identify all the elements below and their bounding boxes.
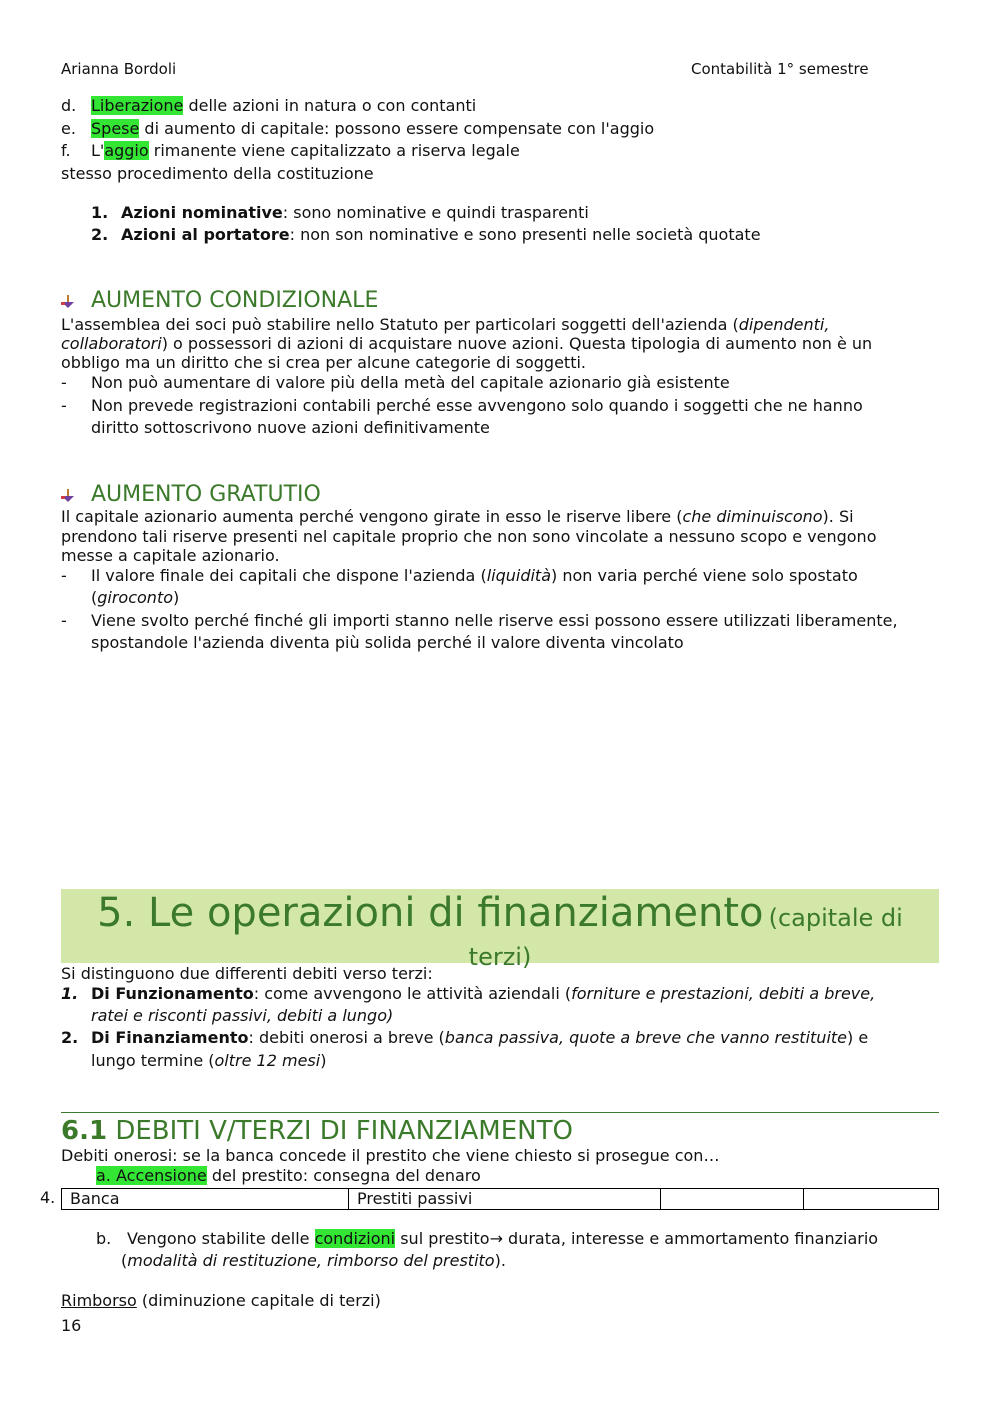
list-marker: 1. [61,984,79,1003]
bullet-italic: liquidità [486,566,551,585]
share-term: Azioni al portatore [121,225,290,244]
header-course: Contabilità 1° semestre [691,60,869,78]
debt-desc: ) [320,1051,327,1070]
bullet-text: ) non varia perché viene solo spostato [551,566,858,585]
debt-desc: ) e [847,1028,869,1047]
highlight: aggio [104,141,149,160]
list-text: rimanente viene capitalizzato a riserva legale [148,141,520,160]
debt-italic: oltre 12 mesi [214,1051,321,1070]
bullet-text: Non può aumentare di valore più della metà del capitale azionario già esistente [91,373,730,392]
section-title-condizionale: AUMENTO CONDIZIONALE [91,288,379,313]
list-marker: 1. [91,203,109,222]
list-marker: 2. [91,225,109,244]
chapter-title: 5. Le operazioni di finanziamento [97,890,764,936]
bullet-arrow-icon [61,295,75,309]
paragraph-italic: che diminuiscono [682,507,823,526]
highlight: Spese [91,119,140,138]
share-desc: : non son nominative e sono presenti nelle società quotate [289,225,761,244]
section-number: 6.1 [61,1116,108,1146]
paragraph-text: (diminuzione capitale di terzi) [136,1291,381,1310]
chapter-subtitle-cont: terzi) [468,943,532,971]
paragraph-text: Si distinguono due differenti debiti verso terzi: [61,964,433,983]
debt-desc: : come avvengono le attività aziendali ( [253,984,572,1003]
paragraph-text: L'assemblea dei soci può stabilire nello Statuto per particolari soggetti dell'azienda ( [61,315,739,334]
list-marker: f. [61,141,71,160]
paragraph-text: ( [121,1251,128,1270]
section-title-gratuito: AUMENTO GRATUTIO [91,482,321,507]
list-marker: 2. [61,1028,79,1047]
bullet-text: Non prevede registrazioni contabili perché esse avvengono solo quando i soggetti che ne hanno [91,396,863,415]
bullet-italic: giroconto [97,588,174,607]
share-desc: : sono nominative e quindi trasparenti [282,203,589,222]
table-cell [804,1189,939,1210]
debt-italic: ratei e risconti passivi, debiti a lungo) [91,1006,394,1025]
table-cell [661,1189,804,1210]
paragraph-text: Debiti onerosi: se la banca concede il prestito che viene chiesto si prosegue con… [61,1146,720,1165]
dash-marker: - [61,566,67,585]
paragraph-text: obbligo ma un diritto che si crea per alcune categorie di soggetti. [61,353,586,372]
rimborso-label: Rimborso [61,1291,137,1310]
list-text: di aumento di capitale: possono essere compensate con l'aggio [139,119,655,138]
dash-marker: - [61,611,67,630]
debt-desc: lungo termine ( [91,1051,215,1070]
highlight: Liberazione [91,96,184,115]
list-marker: b. [96,1229,112,1248]
share-term: Azioni nominative [121,203,283,222]
list-marker: d. [61,96,77,115]
debt-term: Di Finanziamento [91,1028,249,1047]
row-number: 4. [40,1188,56,1207]
paragraph-text: ). Si [822,507,854,526]
dash-marker: - [61,373,67,392]
paragraph-text: messe a capitale azionario. [61,546,280,565]
table-row [62,1189,939,1210]
paragraph-text: del prestito: consegna del denaro [206,1166,481,1185]
bullet-text: diritto sottoscrivono nuove azioni definitivamente [91,418,490,437]
section-title: DEBITI V/TERZI DI FINANZIAMENTO [115,1116,573,1146]
section-rule [61,1112,939,1113]
bullet-text: ( [91,588,98,607]
list-prefix: L' [91,141,105,160]
paragraph-text: Vengono stabilite delle [127,1229,315,1248]
paragraph-text: Il capitale azionario aumenta perché vengono girate in esso le riserve libere ( [61,507,683,526]
paragraph-text: ) o possessori di azioni di acquistare nuove azioni. Questa tipologia di aumento non è un [161,334,873,353]
paragraph-text: sul prestito→ durata, interesse e ammortamento finanziario [395,1229,879,1248]
table-cell: Prestiti passivi [349,1189,661,1210]
bullet-text: spostandole l'azienda diventa più solida perché il valore diventa vincolato [91,633,684,652]
header-author: Arianna Bordoli [61,60,177,78]
bullet-text: ) [173,588,180,607]
dash-marker: - [61,396,67,415]
paragraph-text: ). [494,1251,506,1270]
same-procedure-text: stesso procedimento della costituzione [61,164,374,183]
table-cell: Banca [62,1189,349,1210]
list-marker: e. [61,119,76,138]
paragraph-italic: dipendenti, [738,315,830,334]
journal-table [61,1188,939,1210]
paragraph-text: prendono tali riserve presenti nel capitale proprio che non sono vincolate a nessuno scopo e vengono [61,527,877,546]
debt-desc: : debiti onerosi a breve ( [248,1028,445,1047]
bullet-text: Viene svolto perché finché gli importi stanno nelle riserve essi possono essere utilizzati liberamente, [91,611,898,630]
paragraph-italic: collaboratori [61,334,162,353]
page-number: 16 [61,1316,82,1335]
highlight: condizioni [314,1229,396,1248]
bullet-arrow-icon [61,489,75,503]
bullet-text: Il valore finale dei capitali che dispone l'azienda ( [91,566,487,585]
paragraph-italic: modalità di restituzione, rimborso del prestito [127,1251,495,1270]
chapter-subtitle: (capitale di [768,904,903,932]
highlight: a. Accensione [96,1166,207,1185]
list-text: delle azioni in natura o con contanti [183,96,477,115]
debt-italic: banca passiva, quote a breve che vanno restituite [444,1028,847,1047]
chapter-banner [61,889,939,971]
debt-italic: forniture e prestazioni, debiti a breve, [571,984,876,1003]
debt-term: Di Funzionamento [91,984,254,1003]
